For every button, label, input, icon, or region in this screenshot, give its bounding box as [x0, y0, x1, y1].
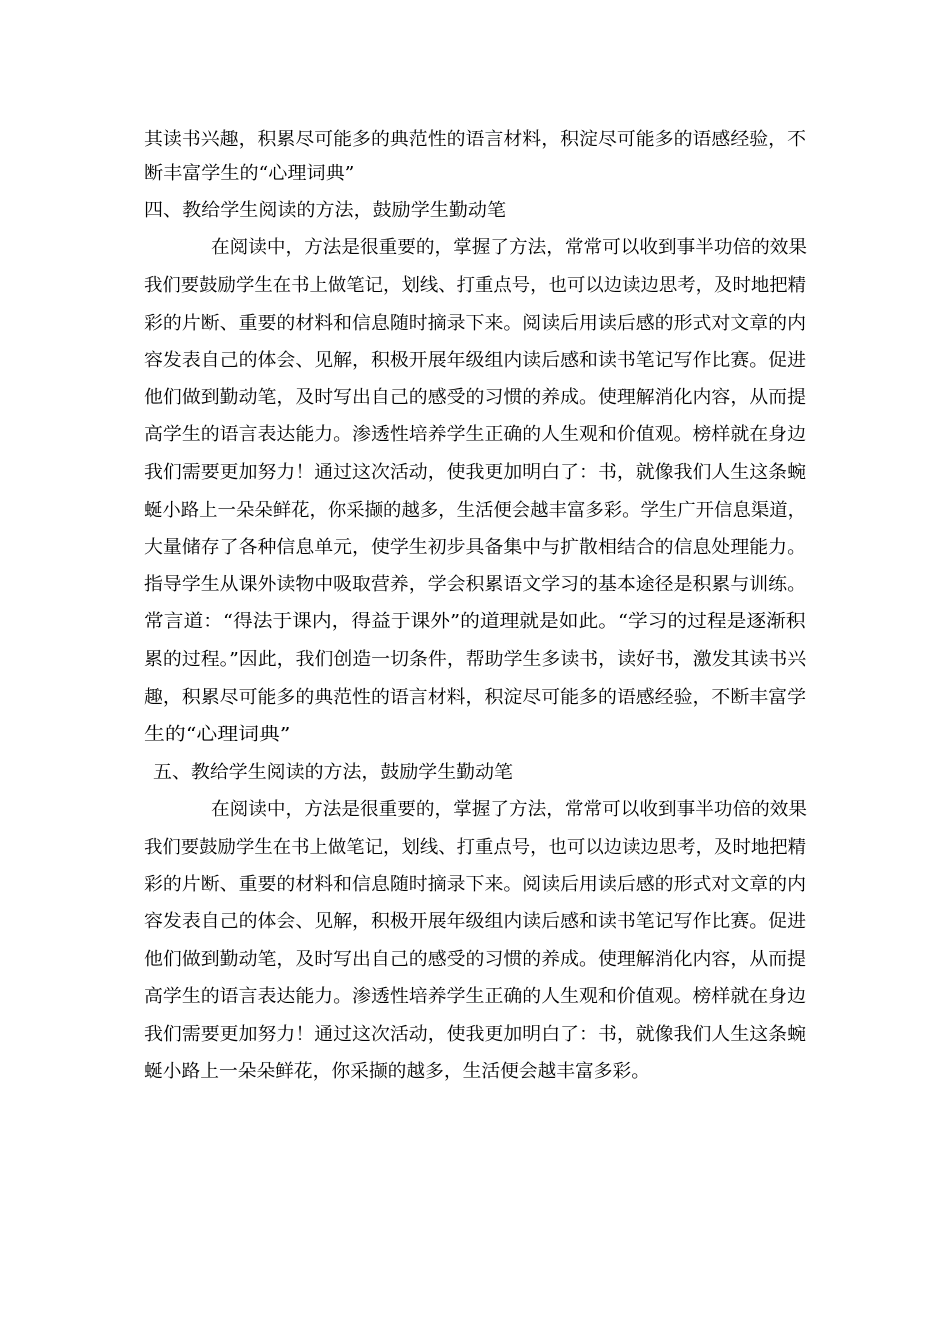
paragraph-line: [0, 125, 950, 155]
text-line: 我们需要更加努力！通过这次活动，使我更加明白了：书，就像我们人生这条蜿: [144, 1024, 806, 1045]
paragraph-line: [0, 683, 950, 713]
paragraph-line: [0, 233, 950, 263]
paragraph-line: [0, 271, 950, 301]
paragraph-line: [0, 870, 950, 900]
text-line: 蜒小路上一朵朵鲜花，你采撷的越多，生活便会越丰富多彩。: [144, 1061, 650, 1082]
paragraph-line: [0, 720, 950, 750]
text-line: 彩的片断、重要的材料和信息随时摘录下来。阅读后用读后感的形式对文章的内: [144, 313, 806, 334]
paragraph-line: [0, 570, 950, 600]
text-line: 我们要鼓励学生在书上做笔记，划线、打重点号，也可以边读边思考，及时地把精: [144, 275, 806, 296]
text-line: 生的“心理词典”: [144, 724, 291, 745]
paragraph-line: [0, 1020, 950, 1050]
paragraph-line: [0, 159, 950, 189]
text-line: 大量储存了各种信息单元，使学生初步具备集中与扩散相结合的信息处理能力。: [144, 537, 806, 558]
text-line: 常言道：“得法于课内，得益于课外”的道理就是如此。“学习的过程是逐渐积: [144, 611, 806, 632]
paragraph-line: [0, 645, 950, 675]
paragraph-line: [0, 945, 950, 975]
text-line: 彩的片断、重要的材料和信息随时摘录下来。阅读后用读后感的形式对文章的内: [144, 874, 806, 895]
paragraph-line: [0, 496, 950, 526]
text-line: 在阅读中，方法是很重要的，掌握了方法，常常可以收到事半功倍的效果: [211, 237, 807, 258]
text-line: 蜒小路上一朵朵鲜花，你采撷的越多，生活便会越丰富多彩。学生广开信息渠道，: [144, 500, 806, 521]
text-line: 累的过程。”因此，我们创造一切条件，帮助学生多读书，读好书，激发其读书兴: [144, 649, 807, 670]
text-line: 高学生的语言表达能力。渗透性培养学生正确的人生观和价值观。榜样就在身边: [144, 986, 806, 1007]
section-heading: [0, 196, 950, 226]
text-line: 在阅读中，方法是很重要的，掌握了方法，常常可以收到事半功倍的效果: [211, 799, 807, 820]
paragraph-line: [0, 982, 950, 1012]
text-line: 容发表自己的体会、见解，积极开展年级组内读后感和读书笔记写作比赛。促进: [144, 350, 806, 371]
paragraph-line: [0, 346, 950, 376]
text-line: 其读书兴趣，积累尽可能多的典范性的语言材料，积淀尽可能多的语感经验，不: [144, 129, 806, 150]
paragraph-line: [0, 533, 950, 563]
paragraph-line: [0, 420, 950, 450]
text-line: 高学生的语言表达能力。渗透性培养学生正确的人生观和价值观。榜样就在身边: [144, 424, 806, 445]
heading-text: 四、教给学生阅读的方法，鼓励学生勤动笔: [144, 200, 506, 221]
paragraph-line: [0, 458, 950, 488]
paragraph-line: [0, 907, 950, 937]
section-heading: [0, 758, 950, 788]
paragraph-line: [0, 795, 950, 825]
paragraph-line: [0, 1057, 950, 1087]
text-line: 他们做到勤动笔，及时写出自己的感受的习惯的养成。使理解消化内容，从而提: [144, 949, 806, 970]
paragraph-line: [0, 309, 950, 339]
text-line: 我们要鼓励学生在书上做笔记，划线、打重点号，也可以边读边思考，及时地把精: [144, 837, 806, 858]
heading-text: 五、教给学生阅读的方法，鼓励学生勤动笔: [153, 762, 513, 783]
paragraph-line: [0, 607, 950, 637]
text-line: 容发表自己的体会、见解，积极开展年级组内读后感和读书笔记写作比赛。促进: [144, 911, 806, 932]
text-line: 指导学生从课外读物中吸取营养，学会积累语文学习的基本途径是积累与训练。: [144, 574, 806, 595]
text-line: 趣，积累尽可能多的典范性的语言材料，积淀尽可能多的语感经验，不断丰富学: [144, 687, 806, 708]
text-line: 我们需要更加努力！通过这次活动，使我更加明白了：书，就像我们人生这条蜿: [144, 462, 806, 483]
text-line: 他们做到勤动笔，及时写出自己的感受的习惯的养成。使理解消化内容，从而提: [144, 387, 806, 408]
paragraph-line: [0, 833, 950, 863]
text-line: 断丰富学生的“心理词典”: [144, 163, 355, 184]
paragraph-line: [0, 383, 950, 413]
